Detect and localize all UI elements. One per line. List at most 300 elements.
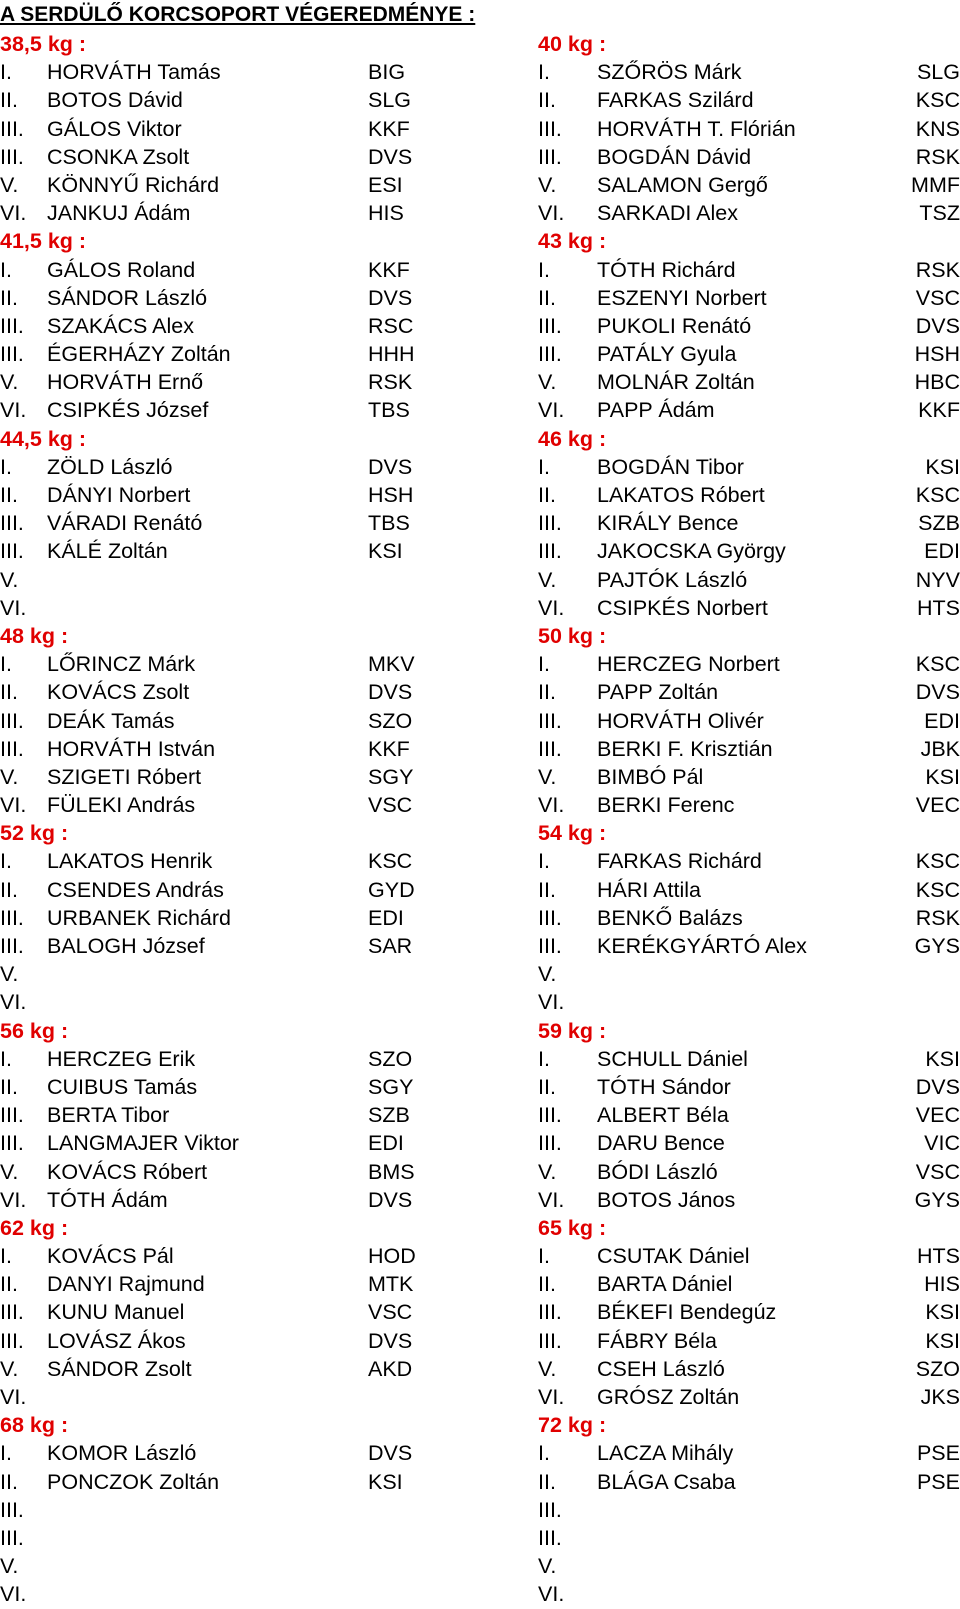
result-row: [0, 566, 520, 594]
athlete-name: BOTOS Dávid: [47, 88, 183, 113]
athlete-name: BLÁGA Csaba: [597, 1469, 736, 1494]
club-code: RSK: [368, 370, 413, 395]
result-row: [0, 1186, 520, 1214]
athlete-name: SZŐRÖS Márk: [597, 60, 742, 85]
placing: I.: [0, 652, 12, 677]
athlete-name: BERKI Ferenc: [597, 793, 735, 818]
result-row: [0, 932, 520, 960]
athlete-name: URBANEK Richárd: [47, 905, 231, 930]
club-code: GYS: [914, 934, 960, 958]
club-code: DVS: [368, 1441, 413, 1466]
placing: VI.: [0, 990, 27, 1015]
athlete-name: CUIBUS Tamás: [47, 1074, 198, 1099]
result-row: [0, 1383, 520, 1411]
placing: III.: [538, 934, 562, 958]
result-row: [0, 199, 520, 227]
result-row: [0, 1270, 520, 1298]
athlete-name: LŐRINCZ Márk: [47, 652, 196, 677]
result-row: [538, 594, 960, 622]
club-code: KSI: [368, 1469, 403, 1494]
placing: III.: [0, 539, 24, 564]
placing: I.: [538, 454, 550, 479]
club-code: DVS: [368, 1328, 413, 1353]
result-row: [0, 1129, 520, 1157]
club-code: VSC: [368, 793, 413, 818]
result-row: [538, 904, 960, 932]
club-code: KSC: [915, 88, 960, 113]
club-code: KSC: [915, 652, 960, 677]
placing: III.: [0, 736, 24, 761]
placing: II.: [0, 1272, 18, 1297]
page-title: A SERDÜLŐ KORCSOPORT VÉGEREDMÉNYE :: [0, 3, 476, 26]
placing: III.: [0, 1131, 24, 1156]
athlete-name: FARKAS Szilárd: [597, 88, 754, 113]
placing: II.: [538, 483, 556, 507]
club-code: DVS: [368, 285, 413, 310]
athlete-name: GÁLOS Viktor: [47, 116, 182, 141]
result-row: [538, 86, 960, 114]
athlete-name: CSONKA Zsolt: [47, 144, 190, 169]
club-code: TSZ: [919, 201, 960, 226]
results-column-left: [0, 30, 520, 1609]
result-row: [538, 368, 960, 396]
club-code: JKS: [920, 1385, 960, 1409]
result-row: [538, 481, 960, 509]
placing: III.: [0, 144, 24, 169]
club-code: EDI: [368, 905, 404, 930]
placing: I.: [0, 1046, 12, 1071]
placing: II.: [0, 1074, 18, 1099]
result-row: [538, 1552, 960, 1580]
result-row: [538, 340, 960, 368]
weight-category-heading: 72 kg :: [538, 1413, 607, 1438]
athlete-name: CSIPKÉS Norbert: [597, 595, 768, 620]
placing: VI.: [0, 1187, 27, 1212]
weight-category-heading: 48 kg :: [0, 623, 69, 648]
athlete-name: BARTA Dániel: [597, 1272, 733, 1297]
result-row: [0, 537, 520, 565]
athlete-name: BÓDI László: [597, 1159, 718, 1184]
club-code: HTS: [917, 1244, 960, 1269]
result-row: [0, 1496, 520, 1524]
result-row: [538, 735, 960, 763]
placing: VI.: [0, 595, 27, 620]
result-row: [538, 453, 960, 481]
club-code: BIG: [368, 60, 406, 85]
placing: I.: [0, 454, 12, 479]
result-row: [538, 58, 960, 86]
club-code: SZO: [368, 1046, 413, 1071]
athlete-name: VÁRADI Renátó: [47, 511, 203, 536]
result-row: [0, 1468, 520, 1496]
club-code: DVS: [368, 680, 413, 705]
athlete-name: BÉKEFI Bendegúz: [597, 1300, 777, 1325]
club-code: RSK: [915, 257, 960, 282]
club-code: KKF: [368, 257, 410, 282]
result-row: [538, 312, 960, 340]
athlete-name: DARU Bence: [597, 1131, 725, 1156]
placing: I.: [538, 1244, 550, 1269]
athlete-name: JAKOCSKA György: [597, 539, 786, 564]
club-code: KSC: [368, 849, 413, 874]
placing: III.: [538, 539, 562, 564]
club-code: VIC: [924, 1131, 960, 1156]
club-code: DVS: [368, 1187, 413, 1212]
placing: VI.: [0, 201, 27, 226]
placing: II.: [538, 285, 556, 310]
athlete-name: SARKADI Alex: [597, 201, 738, 226]
placing: I.: [0, 1441, 12, 1466]
athlete-name: KOVÁCS Zsolt: [47, 680, 190, 705]
athlete-name: HERCZEG Norbert: [597, 652, 780, 677]
club-code: GYD: [368, 877, 415, 902]
placing: I.: [538, 849, 550, 874]
placing: II.: [0, 88, 18, 113]
athlete-name: HORVÁTH Tamás: [47, 60, 221, 85]
club-code: KSC: [915, 849, 960, 874]
athlete-name: SZIGETI Róbert: [47, 764, 202, 789]
club-code: EDI: [924, 708, 960, 733]
placing: II.: [538, 1272, 556, 1297]
result-row: [0, 453, 520, 481]
athlete-name: PATÁLY Gyula: [597, 342, 737, 367]
placing: V.: [0, 1356, 19, 1381]
result-row: [538, 678, 960, 706]
placing: III.: [538, 1497, 562, 1522]
placing: III.: [0, 1300, 24, 1325]
placing: I.: [538, 1441, 550, 1466]
athlete-name: LOVÁSZ Ákos: [47, 1328, 186, 1353]
placing: VI.: [0, 793, 27, 818]
club-code: DVS: [915, 680, 960, 705]
result-row: [538, 1298, 960, 1326]
athlete-name: DEÁK Tamás: [47, 708, 175, 733]
result-row: [538, 847, 960, 875]
placing: VI.: [0, 398, 27, 423]
result-row: [538, 1270, 960, 1298]
club-code: DVS: [368, 144, 413, 169]
athlete-name: PAPP Ádám: [597, 398, 715, 423]
placing: I.: [538, 60, 550, 85]
placing: III.: [538, 736, 562, 761]
result-row: [538, 1439, 960, 1467]
placing: III.: [0, 313, 24, 338]
weight-category-heading: 59 kg :: [538, 1018, 607, 1043]
placing: I.: [0, 257, 12, 282]
club-code: KNS: [915, 116, 960, 141]
placing: III.: [538, 1103, 562, 1128]
athlete-name: HERCZEG Erik: [47, 1046, 196, 1071]
placing: II.: [538, 1469, 556, 1494]
athlete-name: KOMOR László: [47, 1441, 197, 1466]
result-row: [538, 1580, 960, 1608]
athlete-name: KIRÁLY Bence: [597, 511, 739, 536]
athlete-name: FARKAS Richárd: [597, 849, 762, 874]
club-code: HIS: [368, 201, 404, 226]
athlete-name: HORVÁTH Olivér: [597, 708, 764, 733]
club-code: HOD: [368, 1244, 416, 1269]
athlete-name: GRÓSZ Zoltán: [597, 1385, 740, 1409]
result-row: [538, 763, 960, 791]
weight-category-heading: 41,5 kg :: [0, 229, 87, 254]
result-row: [0, 988, 520, 1016]
result-row: [538, 566, 960, 594]
weight-category-heading: 43 kg :: [538, 229, 607, 254]
athlete-name: TÓTH Richárd: [597, 257, 736, 282]
result-row: [538, 537, 960, 565]
result-row: [0, 115, 520, 143]
placing: I.: [0, 849, 12, 874]
athlete-name: PAJTÓK László: [597, 567, 748, 592]
club-code: KSC: [915, 483, 960, 507]
club-code: SZO: [915, 1356, 960, 1381]
placing: V.: [538, 370, 557, 395]
weight-category-heading: 65 kg :: [538, 1215, 607, 1240]
club-code: MKV: [368, 652, 415, 677]
weight-category-heading: 44,5 kg :: [0, 426, 87, 451]
result-row: [0, 791, 520, 819]
placing: I.: [538, 257, 550, 282]
club-code: HBC: [914, 370, 960, 395]
club-code: VEC: [915, 793, 960, 818]
result-row: [0, 86, 520, 114]
club-code: KSI: [368, 539, 403, 564]
club-code: SAR: [368, 934, 413, 958]
result-row: [538, 1073, 960, 1101]
weight-category-heading: 62 kg :: [0, 1215, 69, 1240]
athlete-name: LACZA Mihály: [597, 1441, 734, 1466]
athlete-name: DÁNYI Norbert: [47, 483, 191, 507]
placing: V.: [0, 370, 19, 395]
result-row: [538, 1355, 960, 1383]
result-row: [0, 1242, 520, 1270]
result-row: [538, 284, 960, 312]
placing: V.: [0, 172, 19, 197]
result-row: [0, 1580, 520, 1608]
result-row: [538, 988, 960, 1016]
placing: III.: [538, 511, 562, 536]
club-code: NYV: [915, 567, 960, 592]
athlete-name: ZÖLD László: [47, 454, 173, 479]
result-row: [0, 707, 520, 735]
result-row: [538, 1496, 960, 1524]
result-row: [538, 509, 960, 537]
placing: V.: [538, 764, 557, 789]
club-code: MMF: [911, 172, 960, 197]
result-row: [538, 256, 960, 284]
placing: V.: [0, 1159, 19, 1184]
athlete-name: BOTOS János: [597, 1187, 736, 1212]
athlete-name: PUKOLI Renátó: [597, 313, 752, 338]
placing: III.: [0, 1525, 24, 1550]
athlete-name: KOVÁCS Pál: [47, 1244, 174, 1269]
placing: V.: [0, 764, 19, 789]
athlete-name: CSIPKÉS József: [47, 398, 209, 423]
placing: VI.: [538, 595, 565, 620]
result-row: [0, 735, 520, 763]
result-row: [0, 876, 520, 904]
placing: VI.: [0, 1385, 27, 1409]
placing: II.: [538, 877, 556, 902]
club-code: VSC: [915, 1159, 960, 1184]
result-row: [0, 312, 520, 340]
athlete-name: JANKUJ Ádám: [47, 201, 191, 226]
results-column-right: [538, 30, 960, 1609]
placing: III.: [0, 905, 24, 930]
club-code: HIS: [924, 1272, 960, 1297]
result-row: [0, 1552, 520, 1580]
athlete-name: HORVÁTH T. Flórián: [597, 116, 796, 141]
placing: V.: [538, 1159, 557, 1184]
club-code: KSI: [925, 1046, 960, 1071]
weight-category-heading: 40 kg :: [538, 32, 607, 56]
placing: III.: [538, 1328, 562, 1353]
result-row: [538, 1045, 960, 1073]
club-code: EDI: [368, 1131, 404, 1156]
result-row: [538, 143, 960, 171]
weight-category-heading: 38,5 kg :: [0, 32, 87, 56]
placing: III.: [538, 905, 562, 930]
placing: II.: [0, 483, 18, 507]
placing: II.: [0, 285, 18, 310]
result-row: [538, 1101, 960, 1129]
athlete-name: SZAKÁCS Alex: [47, 313, 194, 338]
placing: III.: [0, 708, 24, 733]
result-row: [538, 1158, 960, 1186]
club-code: SLG: [916, 60, 960, 85]
athlete-name: KÖNNYŰ Richárd: [47, 172, 220, 197]
club-code: KSI: [925, 764, 960, 789]
placing: III.: [538, 1131, 562, 1156]
placing: VI.: [538, 793, 565, 818]
club-code: TBS: [368, 511, 410, 536]
athlete-name: KUNU Manuel: [47, 1300, 185, 1325]
placing: III.: [538, 342, 562, 367]
athlete-name: CSUTAK Dániel: [597, 1244, 750, 1269]
placing: III.: [538, 1300, 562, 1325]
club-code: MTK: [368, 1272, 414, 1297]
athlete-name: HORVÁTH Ernő: [47, 370, 204, 395]
result-row: [538, 1327, 960, 1355]
club-code: SZB: [368, 1103, 410, 1128]
athlete-name: BALOGH József: [47, 934, 205, 958]
club-code: GYS: [914, 1187, 960, 1212]
athlete-name: PONCZOK Zoltán: [47, 1469, 220, 1494]
result-row: [0, 509, 520, 537]
result-row: [0, 594, 520, 622]
placing: II.: [0, 1469, 18, 1494]
athlete-name: BERTA Tibor: [47, 1103, 170, 1128]
placing: III.: [0, 1497, 24, 1522]
weight-category-heading: 56 kg :: [0, 1018, 69, 1043]
club-code: PSE: [916, 1469, 960, 1494]
weight-category-heading: 50 kg :: [538, 623, 607, 648]
result-row: [0, 1327, 520, 1355]
athlete-name: LAKATOS Róbert: [597, 483, 765, 507]
result-row: [0, 1045, 520, 1073]
result-row: [0, 143, 520, 171]
placing: III.: [538, 116, 562, 141]
placing: II.: [0, 877, 18, 902]
placing: V.: [538, 962, 557, 987]
athlete-name: BIMBÓ Pál: [597, 764, 704, 789]
result-row: [0, 678, 520, 706]
result-row: [538, 1242, 960, 1270]
placing: III.: [538, 313, 562, 338]
result-row: [538, 115, 960, 143]
athlete-name: CSENDES András: [47, 877, 224, 902]
result-row: [0, 650, 520, 678]
club-code: RSK: [915, 144, 960, 169]
club-code: VSC: [368, 1300, 413, 1325]
weight-category-heading: 52 kg :: [0, 821, 69, 846]
club-code: RSC: [368, 313, 414, 338]
athlete-name: KERÉKGYÁRTÓ Alex: [597, 934, 807, 958]
club-code: VEC: [915, 1103, 960, 1128]
athlete-name: KOVÁCS Róbert: [47, 1159, 208, 1184]
result-row: [0, 396, 520, 424]
athlete-name: BENKŐ Balázs: [597, 905, 743, 930]
athlete-name: LANGMAJER Viktor: [47, 1131, 239, 1156]
placing: V.: [0, 567, 19, 592]
result-row: [0, 284, 520, 312]
athlete-name: LAKATOS Henrik: [47, 849, 213, 874]
athlete-name: PAPP Zoltán: [597, 680, 719, 705]
placing: II.: [0, 680, 18, 705]
athlete-name: SALAMON Gergő: [597, 172, 768, 197]
result-row: [0, 340, 520, 368]
result-row: [0, 481, 520, 509]
weight-category-heading: 68 kg :: [0, 1413, 69, 1438]
placing: III.: [0, 1103, 24, 1128]
athlete-name: HORVÁTH István: [47, 736, 216, 761]
result-row: [538, 1468, 960, 1496]
result-row: [538, 707, 960, 735]
placing: I.: [538, 1046, 550, 1071]
athlete-name: ÉGERHÁZY Zoltán: [47, 342, 231, 367]
club-code: SLG: [368, 88, 412, 113]
club-code: ESI: [368, 172, 403, 197]
result-row: [0, 960, 520, 988]
weight-category-heading: 46 kg :: [538, 426, 607, 451]
placing: III.: [0, 511, 24, 536]
placing: VI.: [538, 1187, 565, 1212]
result-row: [0, 1101, 520, 1129]
result-row: [538, 199, 960, 227]
club-code: DVS: [915, 1074, 960, 1099]
result-row: [0, 1073, 520, 1101]
placing: II.: [538, 88, 556, 113]
result-row: [0, 256, 520, 284]
result-row: [538, 932, 960, 960]
result-row: [538, 791, 960, 819]
result-row: [538, 1383, 960, 1411]
club-code: TBS: [368, 398, 410, 423]
club-code: RSK: [915, 905, 960, 930]
placing: V.: [538, 567, 557, 592]
club-code: AKD: [368, 1356, 413, 1381]
result-row: [0, 904, 520, 932]
placing: I.: [0, 1244, 12, 1269]
result-row: [538, 1186, 960, 1214]
club-code: SGY: [368, 764, 414, 789]
placing: VI.: [538, 1385, 565, 1409]
placing: III.: [538, 1525, 562, 1550]
athlete-name: DANYI Rajmund: [47, 1272, 205, 1297]
result-row: [538, 960, 960, 988]
club-code: KSI: [925, 454, 960, 479]
placing: II.: [538, 1074, 556, 1099]
